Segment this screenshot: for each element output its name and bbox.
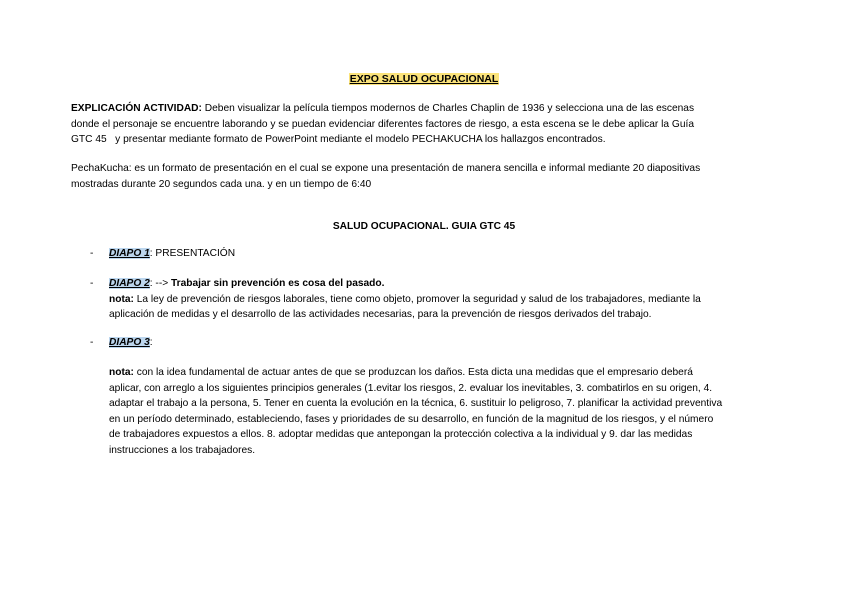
list-bullet: - xyxy=(90,248,94,259)
diapo-label: DIAPO 2 xyxy=(109,278,150,289)
document-title: EXPO SALUD OCUPACIONAL xyxy=(349,73,499,85)
section-subtitle: SALUD OCUPACIONAL. GUIA GTC 45 xyxy=(332,221,516,232)
list-item-diapo-1: - DIAPO 1: PRESENTACIÓN xyxy=(90,246,780,262)
list-bullet: - xyxy=(90,337,94,348)
diapo-label: DIAPO 3 xyxy=(109,337,150,348)
explicacion-label: EXPLICACIÓN ACTIVIDAD: xyxy=(71,103,202,114)
pechakucha-paragraph: PechaKucha: es un formato de presentación en el cual se expone una presentación de manera sencilla e informal mediante 20 diapositivas mostradas durante 20 segundos cada una. y en un tiempo de 6:40 xyxy=(71,163,701,190)
diapo-3-note: nota: con la idea fundamental de actuar antes de que se produzcan los daños. Esta dicta una medidas que el empresario deberá aplicar, con arreglo a los siguientes principios generales (1.evitar los riesgos, 2. evaluar los inevitables, 3. combatirlos en su origen, 4. adaptar el trabajo a la persona, 5. Tener en cuenta la evolución en la técnica, 6. sustituir lo peligroso, 7. planificar la actividad preventiva en un período determinado, estableciendo, fases y prioridades de su desarrollo, en función de la magnitud de los riesgos, y el número de trabajadores expuestos a ellos. 8. adoptar medidas que antepongan la protección colectiva a la individual y 9. dar las medidas instrucciones a los trabajadores. xyxy=(109,367,723,456)
list-item-diapo-2: - DIAPO 2: --> Trabajar sin prevención es cosa del pasado. nota: La ley de prevención de riesgos laborales, tiene como objeto, promover la seguridad y salud de los trabajadores, mediante la aplicación de medidas y el desarrollo de las actividades necesarias, para la prevención de riesgos derivados del trabajo. xyxy=(90,278,701,320)
explicacion-paragraph: EXPLICACIÓN ACTIVIDAD: Deben visualizar la película tiempos modernos de Charles Chaplin de 1936 y selecciona una de las escenas donde el personaje se encuentre laborando y se puedan evidenciar diferentes factores de riesgo, a esta escena se le debe aplicar la Guía GTC 45 y presentar mediante formato de PowerPoint mediante el modelo PECHAKUCHA los hallazgos encontrados. xyxy=(71,103,695,145)
list-bullet: - xyxy=(90,278,94,289)
list-item-diapo-3: - DIAPO 3: xyxy=(90,335,780,351)
diapo-label: DIAPO 1 xyxy=(109,248,150,259)
note-label: nota: xyxy=(109,367,134,378)
diapo-heading: Trabajar sin prevención es cosa del pasado. xyxy=(168,278,385,289)
note-label: nota: xyxy=(109,293,134,305)
